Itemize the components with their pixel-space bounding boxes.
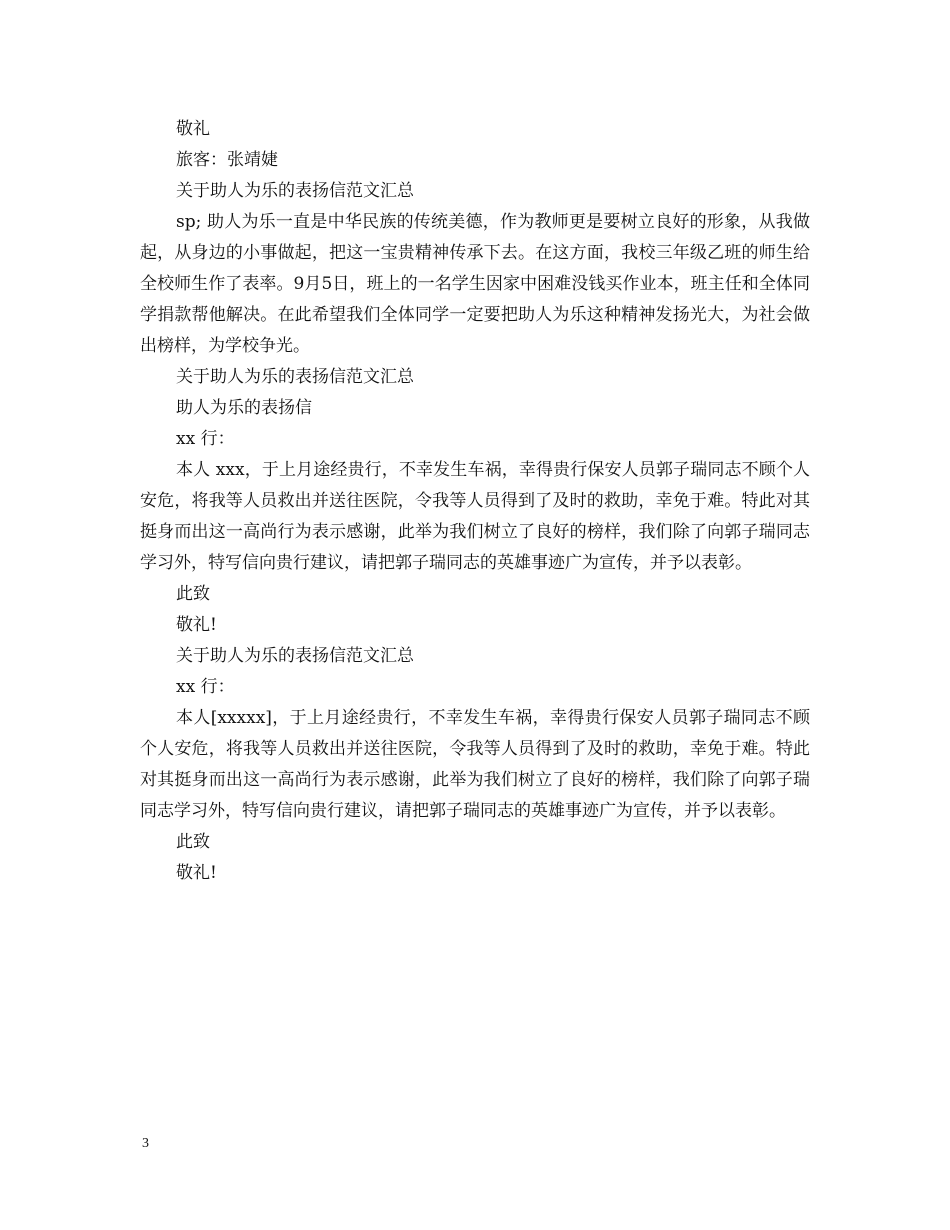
traveler-signature: 旅客：张靖婕 (176, 150, 278, 170)
letter-title: 助人为乐的表扬信 (176, 398, 312, 418)
regards-line: 此致 (176, 584, 210, 604)
document-body (140, 114, 810, 889)
section-heading: 关于助人为乐的表扬信范文汇总 (176, 646, 414, 666)
page-number: 3 (142, 1136, 149, 1151)
closing-line: 敬礼 (176, 119, 210, 139)
body-paragraph: sp; 助人为乐一直是中华民族的传统美德，作为教师更是要树立良好的形象，从我做起，从身边的小事做起，把这一宝贵精神传承下去。在这方面，我校三年级乙班的师生给全校师生作了表率。9月5日，班上的一名学生因家中困难没钱买作业本，班主任和全体同学捐款帮他解决。在此希望我们全体同学一定要把助人为乐这种精神发扬光大，为社会做出榜样，为学校争光。 (140, 212, 810, 356)
salutation: xx 行： (176, 429, 235, 449)
salutation: xx 行： (176, 677, 235, 697)
regards-line: 此致 (176, 832, 210, 852)
closing-line: 敬礼! (176, 863, 217, 883)
closing-line: 敬礼! (176, 615, 217, 635)
body-paragraph: 本人 xxx，于上月途经贵行，不幸发生车祸，幸得贵行保安人员郭子瑞同志不顾个人安危，将我等人员救出并送往医院，令我等人员得到了及时的救助，幸免于难。特此对其挺身而出这一高尚行为表示感谢，此举为我们树立了良好的榜样，我们除了向郭子瑞同志学习外，特写信向贵行建议，请把郭子瑞同志的英雄事迹广为宣传，并予以表彰。 (140, 460, 810, 573)
section-heading: 关于助人为乐的表扬信范文汇总 (176, 367, 414, 387)
section-heading: 关于助人为乐的表扬信范文汇总 (176, 181, 414, 201)
body-paragraph: 本人[xxxxx]，于上月途经贵行，不幸发生车祸，幸得贵行保安人员郭子瑞同志不顾个人安危，将我等人员救出并送往医院，令我等人员得到了及时的救助，幸免于难。特此对其挺身而出这一高尚行为表示感谢，此举为我们树立了良好的榜样，我们除了向郭子瑞同志学习外，特写信向贵行建议，请把郭子瑞同志的英雄事迹广为宣传，并予以表彰。 (140, 708, 810, 821)
